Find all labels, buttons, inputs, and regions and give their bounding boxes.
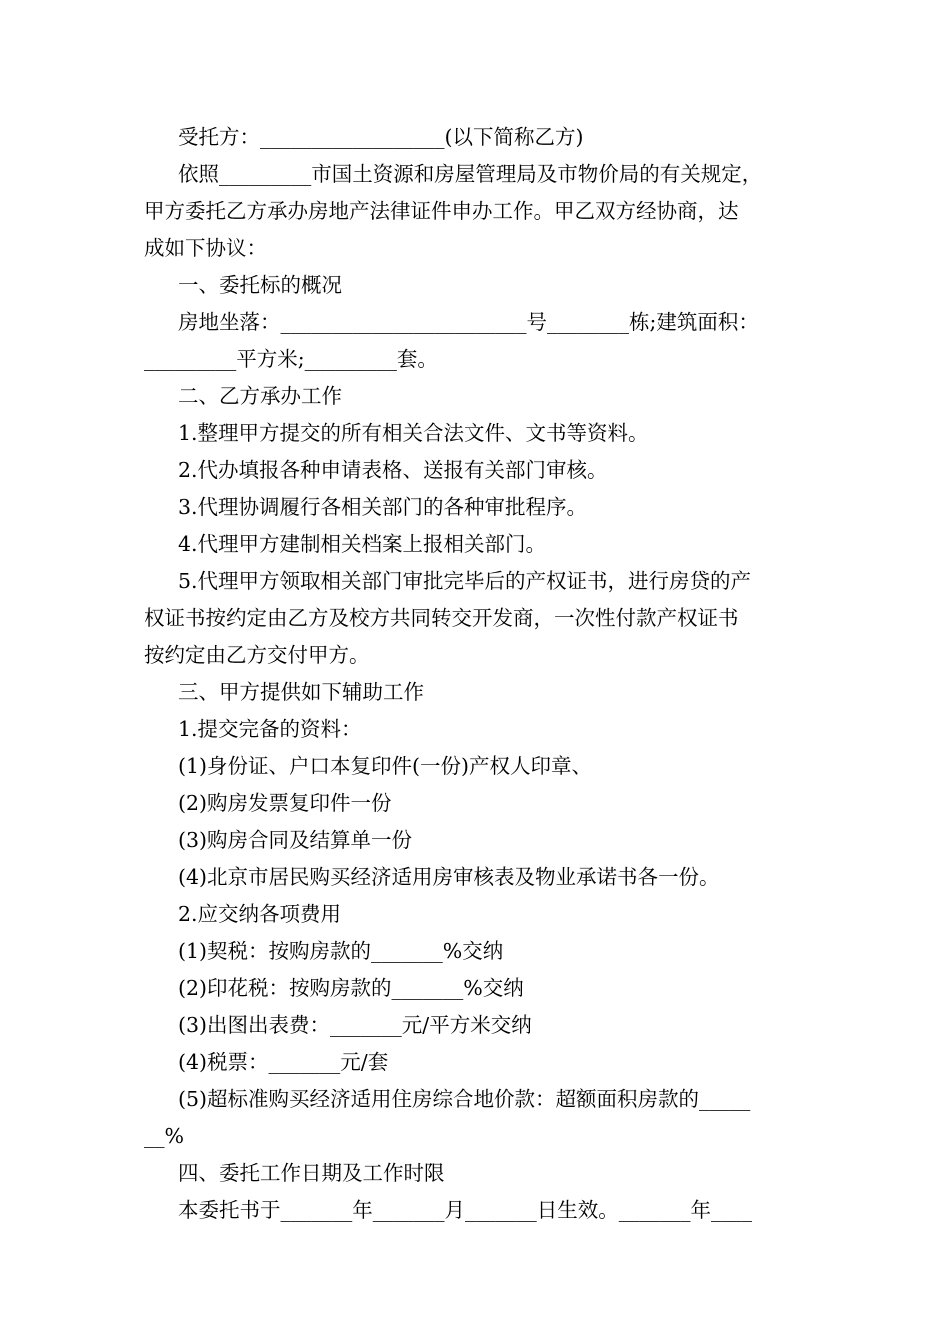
- section-heading: 四、委托工作日期及工作时限: [178, 1161, 445, 1185]
- section-heading: 三、甲方提供如下辅助工作: [178, 680, 424, 704]
- list-item: 4.代理甲方建制相关档案上报相关部门。: [178, 532, 547, 556]
- section-heading: 二、乙方承办工作: [178, 384, 342, 408]
- list-item: (2)购房发票复印件一份: [178, 791, 392, 815]
- list-item: (3)购房合同及结算单一份: [178, 828, 413, 852]
- body-paragraph-line: 甲方委托乙方承办房地产法律证件申办工作。甲乙双方经协商，达: [144, 199, 739, 223]
- list-item-continuation: 权证书按约定由乙方及校方共同转交开发商，一次性付款产权证书: [144, 606, 739, 630]
- section-heading: 一、委托标的概况: [178, 273, 342, 297]
- list-item: 2.应交纳各项费用: [178, 902, 342, 926]
- property-location-line: 房地坐落：________________________号________栋;建筑面积：: [178, 310, 759, 334]
- trustee-line: 受托方：__________________(以下简称乙方): [178, 125, 584, 149]
- fee-item-continuation: __%: [144, 1124, 184, 1148]
- list-item: 5.代理甲方领取相关部门审批完毕后的产权证书，进行房贷的产: [178, 569, 752, 593]
- fee-item: (5)超标准购买经济适用住房综合地价款：超额面积房款的_____: [178, 1087, 751, 1111]
- body-paragraph-line: 成如下协议：: [144, 236, 267, 260]
- list-item: 1.整理甲方提交的所有相关合法文件、文书等资料。: [178, 421, 649, 445]
- fee-item: (3)出图出表费：_______元/平方米交纳: [178, 1013, 532, 1037]
- list-item: 3.代理协调履行各相关部门的各种审批程序。: [178, 495, 588, 519]
- fee-item: (4)税票：_______元/套: [178, 1050, 389, 1074]
- list-item: 2.代办填报各种申请表格、送报有关部门审核。: [178, 458, 608, 482]
- fee-item: (1)契税：按购房款的_______%交纳: [178, 939, 504, 963]
- effective-date-line: 本委托书于_______年_______月_______日生效。_______年____: [178, 1198, 752, 1222]
- list-item: (4)北京市居民购买经济适用房审核表及物业承诺书各一份。: [178, 865, 720, 889]
- body-paragraph-line: 依照_________市国土资源和房屋管理局及市物价局的有关规定，: [178, 162, 763, 186]
- property-area-line: _________平方米;_________套。: [144, 347, 438, 371]
- list-item: 1.提交完备的资料：: [178, 717, 362, 741]
- list-item: (1)身份证、户口本复印件(一份)产权人印章、: [178, 754, 593, 778]
- list-item-continuation: 按约定由乙方交付甲方。: [144, 643, 370, 667]
- fee-item: (2)印花税：按购房款的_______%交纳: [178, 976, 524, 1000]
